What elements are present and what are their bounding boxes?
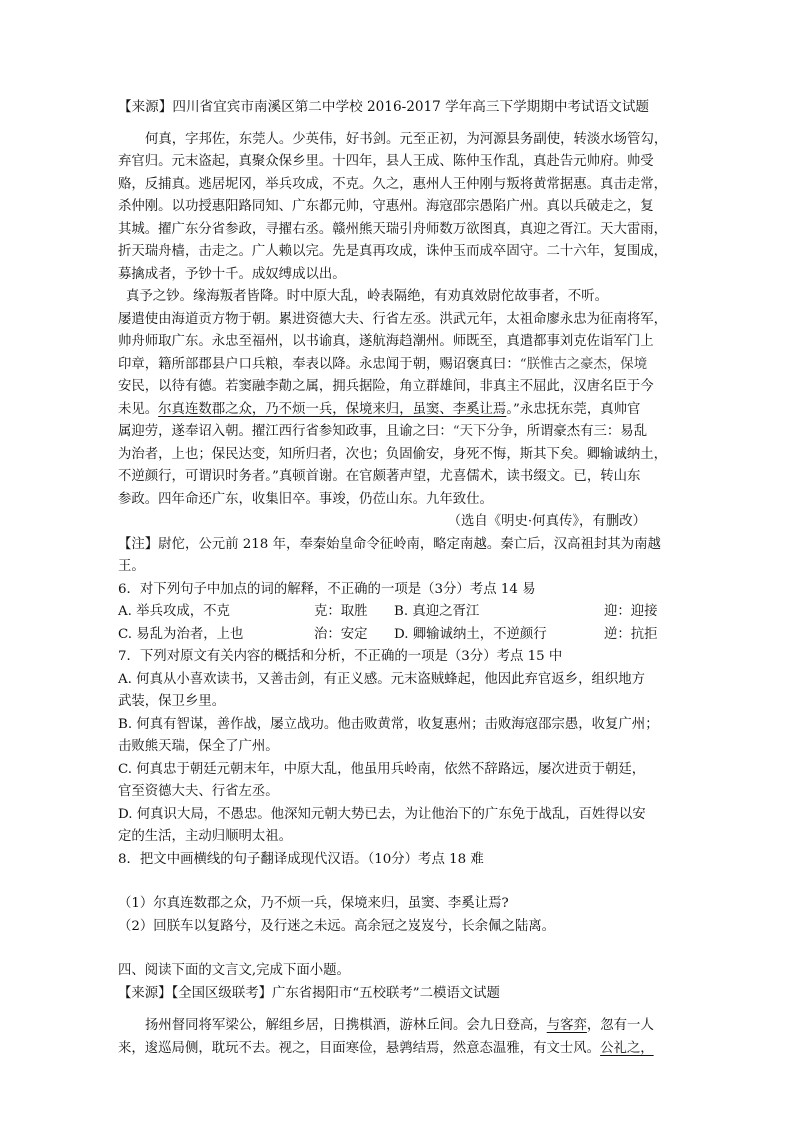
underlined-sentence: 尔真连数郡之众，乃不烦一兵，保境来归，虽窦、李奚让焉 bbox=[158, 401, 507, 417]
passage-quote: “天下分争 bbox=[452, 424, 514, 439]
option-row bbox=[118, 601, 686, 624]
option-a-cont: 武装，保卫乡里。 bbox=[118, 694, 226, 709]
passage-text: 印章，籍所部郡县户口兵粮，奉表以降。永忠闻于朝，赐诏褒真曰： bbox=[118, 356, 520, 372]
passage-line: 赂，反捕真。逃居坭冈，举兵攻成，不克。久之，惠州人王仲刚与叛将黄常据惠。真击走常， bbox=[118, 176, 668, 192]
option-b: B. 何真有智谋，善作战，屡立战功。他击败黄常，收复惠州；击败海寇邵宗愚，收复广州； bbox=[118, 716, 659, 732]
option-a: A. 何真从小喜欢读书，又善击剑，有正义感。元末盗贼蜂起，他因此弃官返乡，组织地方 bbox=[118, 671, 646, 687]
question-8 bbox=[118, 849, 686, 939]
option-d-explanation: 逆：抗拒 bbox=[604, 626, 658, 642]
passage-line: 安民，以待有德。若窦融李勣之属，拥兵据险，角立群雄间，非真主不屈此，汉唐名臣于今 bbox=[118, 379, 654, 394]
passage-text: 扬州督同将军梁公，解组乡居，日携棋酒，游林丘间。会九日登高， bbox=[145, 1018, 547, 1033]
passage-line: 弃官归。元末盗起，真聚众保乡里。十四年，县人王成、陈仲玉作乱，真赴告元帅府。帅受 bbox=[118, 154, 654, 169]
option-row bbox=[118, 624, 686, 647]
option-b: B. 真迎之胥江 bbox=[394, 604, 480, 619]
option-a: A. 举兵攻成，不克 bbox=[118, 604, 230, 619]
option-c: C. 何真忠于朝廷元朝末年，中原大乱，他虽用兵岭南，依然不辞路远，屡次进贡于朝廷， bbox=[118, 761, 646, 777]
passage-line: 募擒成者，予钞十千。成奴缚成以出。 bbox=[118, 266, 346, 282]
passage-line: 何真，字邦佐，东莞人。少英伟，好书剑。元至正初，为河源县务副使，转淡水场管勾， bbox=[145, 131, 668, 147]
option-d: D. 卿输诚纳土，不逆颜行 bbox=[394, 626, 547, 642]
section-4 bbox=[118, 960, 686, 1060]
option-c: C. 易乱为治者，上也 bbox=[118, 626, 244, 642]
passage-line: 不逆颜行，可谓识时务者。”真顿首谢。在官颇著声望，尤喜儒术，读书缀文。已，转山东 bbox=[118, 469, 641, 484]
passage-line: 其城。擢广东分省参政，寻擢右丞。赣州熊天瑞引舟师数万欲图真，真迎之胥江。天大雷雨， bbox=[118, 221, 668, 237]
translation-item-2: （2）回朕车以复路兮，及行迷之未远。高余冠之岌岌兮，长余佩之陆离。 bbox=[118, 918, 556, 934]
option-d: D. 何真识大局，不愚忠。他深知元朝大势已去，为让他治下的广东免于战乱，百姓得以安 bbox=[118, 806, 646, 822]
question-stem: 6．对下列句子中加点的词的解释，不正确的一项是（3分）考点 14 易 bbox=[118, 581, 536, 597]
option-b-cont: 击败熊天瑞，保全了广州。 bbox=[118, 739, 279, 754]
option-c-explanation: 治：安定 bbox=[314, 626, 368, 642]
passage-line: 杀仲刚。以功授惠阳路同知、广东都元帅，守惠州。海寇邵宗愚陷广州。真以兵破走之，复 bbox=[118, 199, 654, 214]
passage-line bbox=[118, 354, 686, 377]
passage-text: ，所谓豪杰有三：易乱 bbox=[513, 424, 648, 439]
document-page bbox=[118, 96, 686, 1060]
passage-line: 参政。四年命还广东，收集旧卒。事竣，仍莅山东。九年致仕。 bbox=[118, 491, 493, 507]
passage-line: 为治者，上也；保民达变，知所归者，次也；负固偷安，身死不悔，斯其下矣。卿输诚纳土， bbox=[118, 446, 668, 462]
question-stem: 7．下列对原文有关内容的概括和分析，不正确的一项是（3分）考点 15 中 bbox=[118, 649, 563, 664]
option-a-explanation: 克：取胜 bbox=[314, 604, 368, 619]
option-b-explanation: 迎：迎接 bbox=[604, 604, 658, 619]
underlined-sentence: 公礼之， bbox=[600, 1040, 654, 1056]
note-line: 【注】尉佗，公元前 218 年，奉秦始皇命令征岭南，略定南越。秦亡后，汉高祖封其为南越 bbox=[118, 536, 661, 552]
note-line: 王。 bbox=[118, 559, 145, 574]
section-title: 四、阅读下面的文言文,完成下面小题。 bbox=[118, 963, 350, 978]
passage-line: 屡遣使由海道贡方物于朝。累进资德大夫、行省左丞。洪武元年，太祖命廖永忠为征南将军， bbox=[118, 311, 668, 327]
passage-text: 来，逡巡局侧，耽玩不去。视之，目面寒俭，悬鹑结焉，然意态温雅，有文士风。 bbox=[118, 1040, 601, 1056]
passage-line: 折天瑞舟樯，击走之。广人赖以完。先是真再攻成，诛仲玉而成卒固守。二十六年，复围成， bbox=[118, 244, 668, 259]
passage-text: ，忽有一人 bbox=[586, 1018, 654, 1033]
passage-line: 帅舟师取广东。永忠至福州，以书谕真，遂航海趋潮州。师既至，真遣都事刘克佐诣军门上 bbox=[118, 334, 654, 349]
passage-line bbox=[118, 399, 686, 422]
annotation-note bbox=[118, 534, 686, 579]
passage-text: 。”永忠抚东莞，真帅官 bbox=[506, 401, 641, 417]
option-d-cont: 定的生活，主动归顺明太祖。 bbox=[118, 829, 293, 844]
passage-citation: （选自《明史·何真传》，有删改） bbox=[447, 514, 646, 529]
source-line-1: 【来源】四川省宜宾市南溪区第二中学校 2016-2017 学年高三下学期期中考试语文试题 bbox=[118, 99, 650, 115]
option-c-cont: 官至资德大夫、行省左丞。 bbox=[118, 784, 279, 799]
passage-line bbox=[118, 421, 686, 444]
passage bbox=[118, 129, 686, 534]
question-7 bbox=[118, 646, 686, 849]
translation-item-1: （1）尔真连数郡之众，乃不烦一兵，保境来归，虽窦、李奚让焉? bbox=[118, 896, 509, 911]
passage-text: 未见。 bbox=[118, 401, 159, 417]
source-line-2: 【来源】【全国区级联考】广东省揭阳市“五校联考”二模语文试题 bbox=[118, 985, 500, 1001]
passage-line: 真予之钞。缘海叛者皆降。时中原大乱，岭表隔绝，有劝真效尉佗故事者，不听。 bbox=[126, 289, 609, 304]
passage-text: 属迎劳，遂奉诏入朝。擢江西行省参知政事，且谕之曰： bbox=[118, 424, 453, 439]
question-6 bbox=[118, 579, 686, 647]
passage-quote: “朕惟古之豪杰，保境 bbox=[519, 356, 648, 372]
passage-line bbox=[118, 1038, 686, 1061]
underlined-sentence: 与客弈 bbox=[546, 1018, 587, 1033]
passage-line bbox=[118, 1015, 686, 1038]
question-stem: 8．把文中画横线的句子翻译成现代汉语。（10分）考点 18 难 bbox=[118, 851, 484, 867]
